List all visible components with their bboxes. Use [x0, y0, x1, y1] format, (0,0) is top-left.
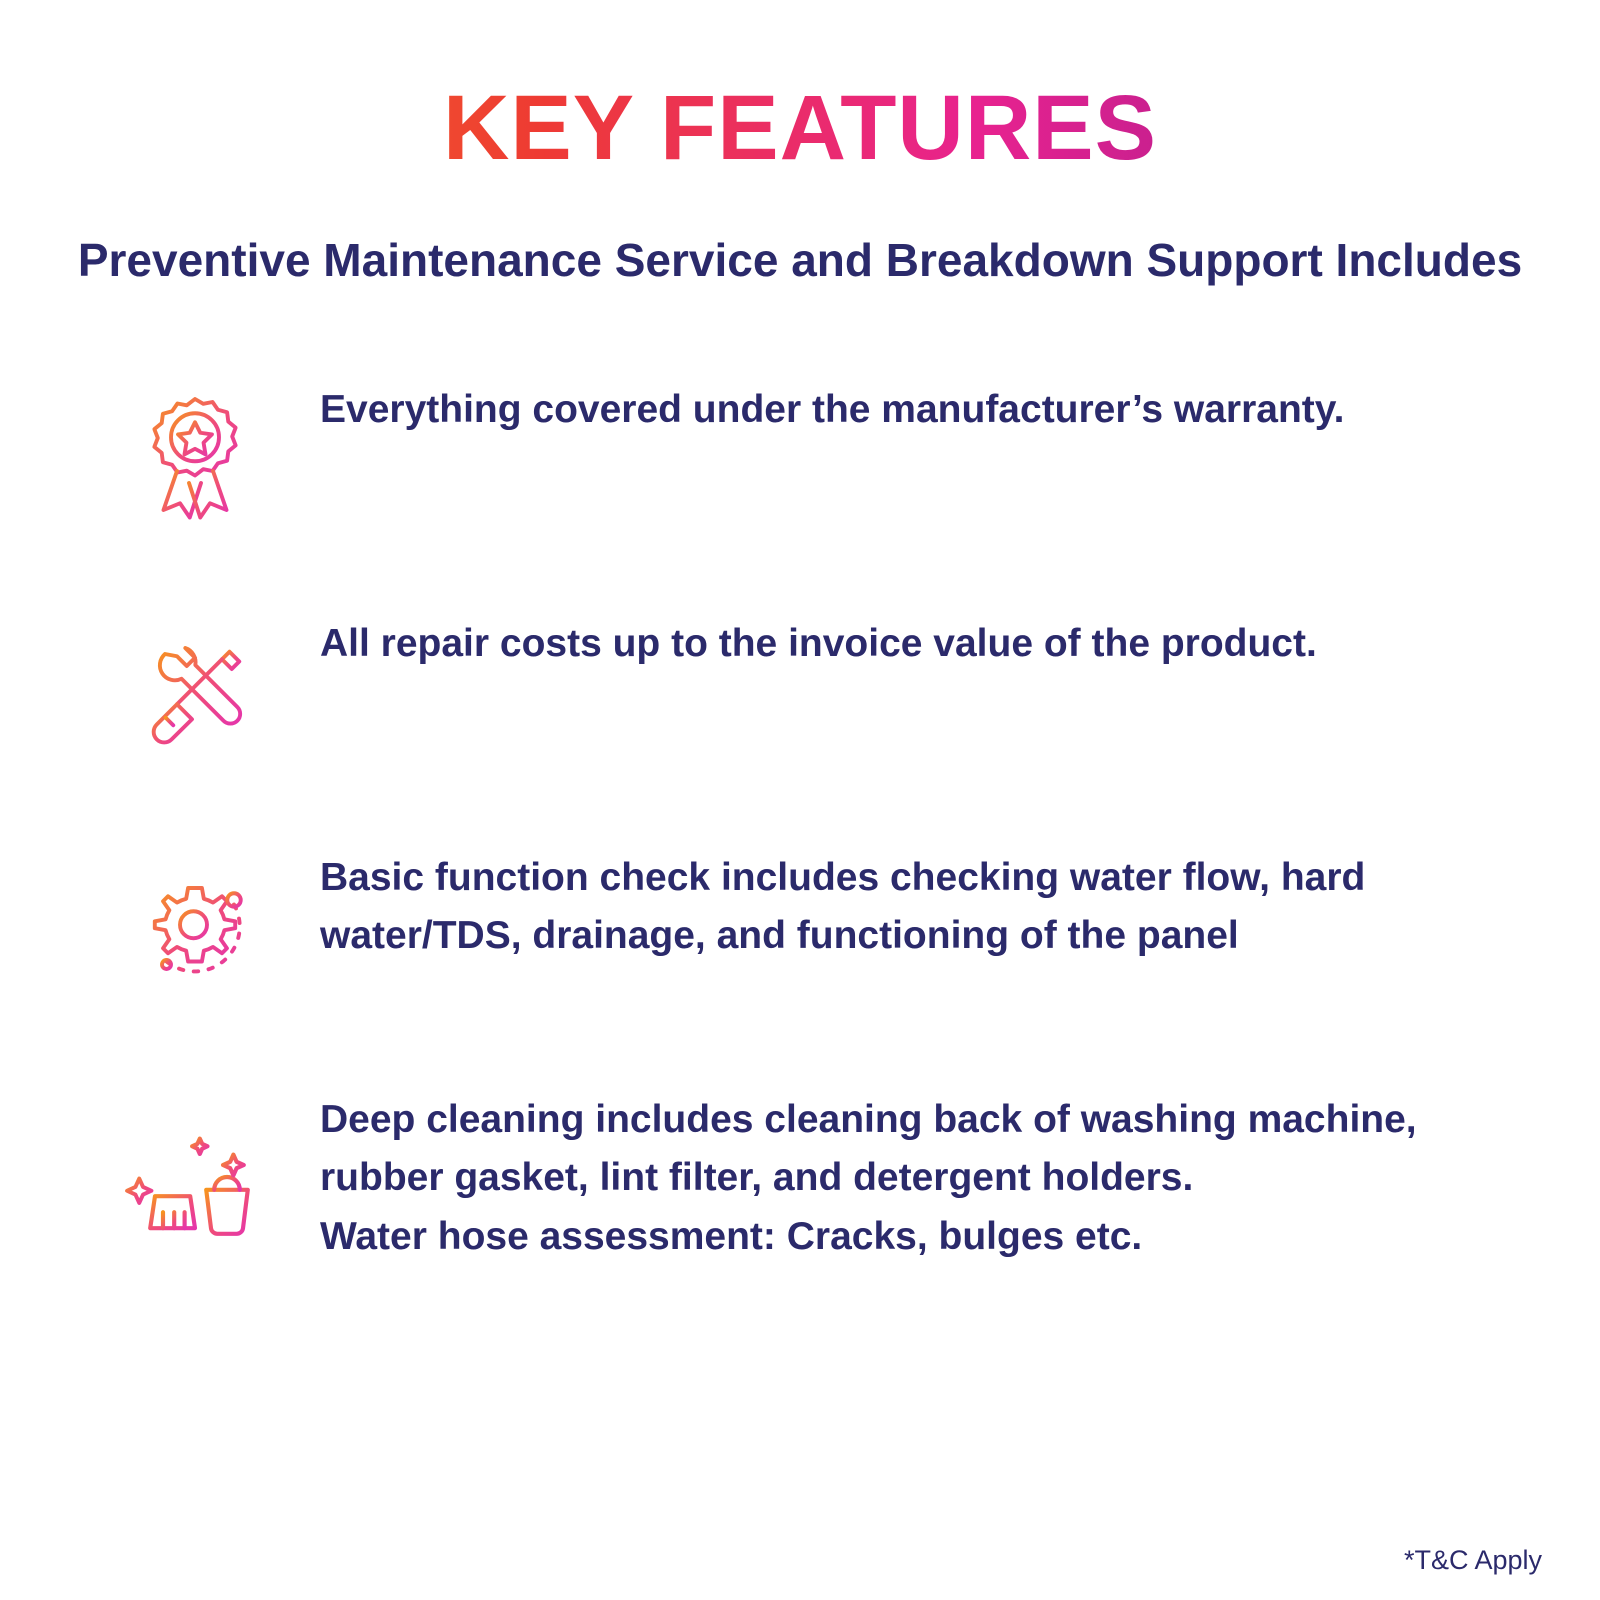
page-subtitle: Preventive Maintenance Service and Breakdown Support Includes — [77, 233, 1523, 286]
broom-bucket-cleaning-icon — [70, 1091, 320, 1257]
list-item-label-secondary: Water hose assessment: Cracks, bulges etc. — [320, 1214, 1143, 1258]
list-item-label — [320, 1091, 1430, 1267]
list-item — [70, 381, 1530, 537]
list-item-label: Everything covered under the manufacturer’s warranty. — [320, 387, 1345, 431]
gear-settings-icon — [70, 849, 320, 1005]
wrench-screwdriver-icon — [70, 615, 320, 771]
list-item-label-primary: Deep cleaning includes cleaning back of washing machine, rubber gasket, lint filter, and detergent holders. — [320, 1097, 1417, 1200]
features-list — [70, 381, 1530, 1345]
list-item-label: Basic function check includes checking water flow, hard water/TDS, drainage, and functioning of the panel — [320, 855, 1366, 958]
list-item-label: All repair costs up to the invoice value of the product. — [320, 621, 1317, 665]
list-item — [70, 615, 1530, 771]
list-item — [70, 1091, 1530, 1267]
award-ribbon-icon — [70, 381, 320, 537]
list-item — [70, 849, 1530, 1005]
page-title: KEY FEATURES — [70, 80, 1530, 177]
terms-note: *T&C Apply — [1403, 1545, 1542, 1575]
